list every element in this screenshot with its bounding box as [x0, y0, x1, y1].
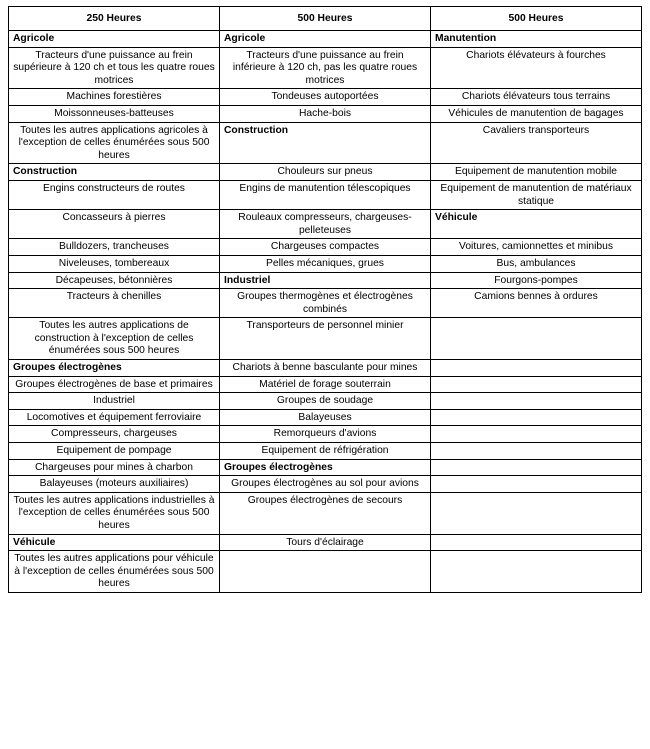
table-cell [431, 376, 642, 393]
table-cell [431, 409, 642, 426]
table-cell: Compresseurs, chargeuses [9, 426, 220, 443]
table-cell [431, 393, 642, 410]
table-cell: Chouleurs sur pneus [220, 164, 431, 181]
column-header: 500 Heures [431, 7, 642, 31]
column-header: 250 Heures [9, 7, 220, 31]
table-row [9, 393, 642, 410]
table-row [9, 443, 642, 460]
table-cell: Equipement de manutention de matériaux statique [431, 180, 642, 209]
table-row [9, 31, 642, 48]
table-cell: Toutes les autres applications industrielles à l'exception de celles énumérées sous 500 heures [9, 492, 220, 534]
table-row [9, 210, 642, 239]
table-cell: Engins constructeurs de routes [9, 180, 220, 209]
table-cell: Groupes thermogènes et électrogènes combinés [220, 289, 431, 318]
table-row [9, 47, 642, 89]
table-row [9, 105, 642, 122]
table-cell [431, 492, 642, 534]
table-row [9, 318, 642, 360]
category-heading-cell: Agricole [9, 31, 220, 48]
table-cell: Voitures, camionnettes et minibus [431, 239, 642, 256]
table-cell: Tracteurs d'une puissance au frein inférieure à 120 ch, pas les quatre roues motrices [220, 47, 431, 89]
table-cell: Locomotives et équipement ferroviaire [9, 409, 220, 426]
table-row [9, 255, 642, 272]
table-cell [431, 459, 642, 476]
table-cell [431, 426, 642, 443]
table-row [9, 180, 642, 209]
table-cell: Toutes les autres applications de construction à l'exception de celles énumérées sous 500 heures [9, 318, 220, 360]
table-cell: Chariots à benne basculante pour mines [220, 360, 431, 377]
table-cell [431, 476, 642, 493]
table-cell: Chargeuses compactes [220, 239, 431, 256]
table-cell: Tours d'éclairage [220, 534, 431, 551]
table-cell: Groupes électrogènes de base et primaires [9, 376, 220, 393]
category-heading-cell: Construction [9, 164, 220, 181]
table-cell: Toutes les autres applications pour véhicule à l'exception de celles énumérées sous 500 heures [9, 551, 220, 593]
table-cell: Balayeuses (moteurs auxiliaires) [9, 476, 220, 493]
table-row [9, 459, 642, 476]
category-heading-cell: Manutention [431, 31, 642, 48]
table-body [9, 31, 642, 593]
table-row [9, 409, 642, 426]
table-cell: Bus, ambulances [431, 255, 642, 272]
table-cell [431, 551, 642, 593]
table-row [9, 289, 642, 318]
table-cell: Niveleuses, tombereaux [9, 255, 220, 272]
category-heading-cell: Construction [220, 122, 431, 164]
table-cell: Groupes électrogènes au sol pour avions [220, 476, 431, 493]
table-cell: Equipement de pompage [9, 443, 220, 460]
table-cell: Véhicules de manutention de bagages [431, 105, 642, 122]
table-cell: Fourgons-pompes [431, 272, 642, 289]
table-cell: Décapeuses, bétonnières [9, 272, 220, 289]
table-cell: Industriel [9, 393, 220, 410]
table-row [9, 476, 642, 493]
table-cell: Hache-bois [220, 105, 431, 122]
table-cell: Matériel de forage souterrain [220, 376, 431, 393]
table-row [9, 534, 642, 551]
table-row [9, 89, 642, 106]
category-heading-cell: Véhicule [431, 210, 642, 239]
table-cell: Equipement de réfrigération [220, 443, 431, 460]
table-row [9, 360, 642, 377]
table-cell: Toutes les autres applications agricoles à l'exception de celles énumérées sous 500 heures [9, 122, 220, 164]
table-row [9, 376, 642, 393]
table-cell: Chariots élévateurs tous terrains [431, 89, 642, 106]
category-heading-cell: Groupes électrogènes [9, 360, 220, 377]
table-row [9, 164, 642, 181]
table-cell [431, 318, 642, 360]
category-heading-cell: Groupes électrogènes [220, 459, 431, 476]
table-cell: Groupes électrogènes de secours [220, 492, 431, 534]
table-cell: Rouleaux compresseurs, chargeuses-pelleteuses [220, 210, 431, 239]
table-cell: Chariots élévateurs à fourches [431, 47, 642, 89]
table-cell: Tracteurs d'une puissance au frein supérieure à 120 ch et tous les quatre roues motrices [9, 47, 220, 89]
header-row [9, 7, 642, 31]
table-cell: Bulldozers, trancheuses [9, 239, 220, 256]
category-heading-cell: Agricole [220, 31, 431, 48]
table-cell: Equipement de manutention mobile [431, 164, 642, 181]
category-heading-cell: Industriel [220, 272, 431, 289]
maintenance-interval-table [8, 6, 642, 593]
table-cell [431, 534, 642, 551]
table-cell [220, 551, 431, 593]
table-cell: Transporteurs de personnel minier [220, 318, 431, 360]
table-cell: Engins de manutention télescopiques [220, 180, 431, 209]
table-cell: Camions bennes à ordures [431, 289, 642, 318]
table-cell: Chargeuses pour mines à charbon [9, 459, 220, 476]
table-cell: Pelles mécaniques, grues [220, 255, 431, 272]
table-row [9, 551, 642, 593]
table-cell: Moissonneuses-batteuses [9, 105, 220, 122]
table-cell: Groupes de soudage [220, 393, 431, 410]
table-cell: Tondeuses autoportées [220, 89, 431, 106]
table-row [9, 239, 642, 256]
table-row [9, 492, 642, 534]
table-cell [431, 443, 642, 460]
table-cell: Concasseurs à pierres [9, 210, 220, 239]
table-cell: Cavaliers transporteurs [431, 122, 642, 164]
table-row [9, 122, 642, 164]
table-row [9, 426, 642, 443]
column-header: 500 Heures [220, 7, 431, 31]
table-cell: Machines forestières [9, 89, 220, 106]
table-cell: Tracteurs à chenilles [9, 289, 220, 318]
table-cell: Balayeuses [220, 409, 431, 426]
category-heading-cell: Véhicule [9, 534, 220, 551]
table-cell [431, 360, 642, 377]
table-row [9, 272, 642, 289]
table-cell: Remorqueurs d'avions [220, 426, 431, 443]
